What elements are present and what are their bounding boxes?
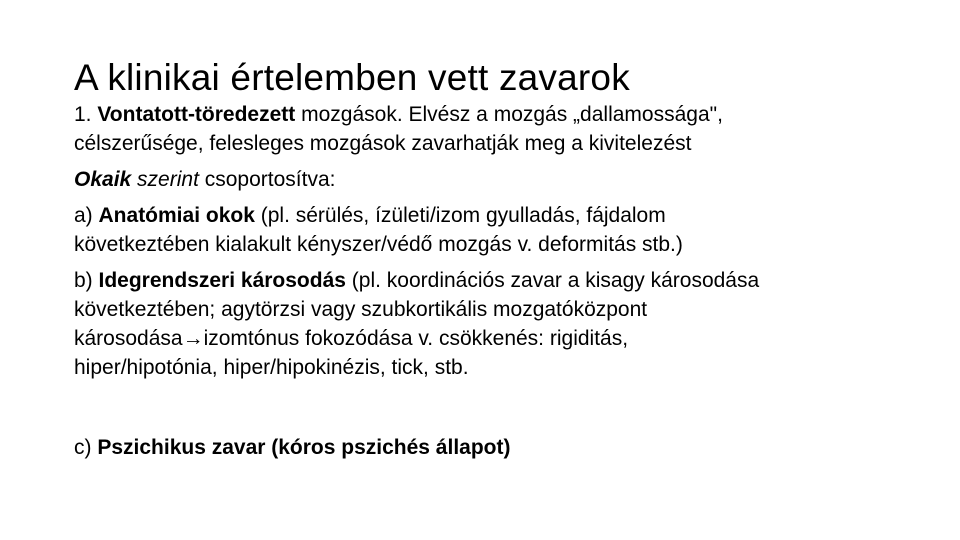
paragraph-vontatott (74, 100, 924, 158)
bold-term: Pszichikus zavar (kóros pszichés állapot) (97, 436, 511, 459)
item-number: 1. (74, 103, 98, 126)
paragraph-line (74, 100, 924, 129)
item-letter: c) (74, 436, 98, 459)
paragraph-line (74, 201, 924, 230)
slide-body (74, 100, 924, 469)
paragraph-line: következtében kialakult kényszer/védő mozgás v. deformitás stb.) (74, 233, 683, 256)
bold-term: Anatómiai okok (98, 204, 255, 227)
paragraph-pszichikus (74, 433, 924, 462)
paragraph-idegrendszeri (74, 266, 924, 382)
bold-italic-term: Okaik (74, 168, 132, 191)
italic-text: szerint (131, 168, 199, 191)
spacer (74, 389, 924, 433)
slide-title: A klinikai értelemben vett zavarok (74, 57, 630, 98)
paragraph-okaik (74, 165, 924, 194)
paragraph-line: következtében; agytörzsi vagy szubkortikális mozgatóközpont (74, 298, 648, 321)
paragraph-text: csoportosítva: (198, 168, 336, 191)
bold-term: Idegrendszeri károsodás (98, 269, 346, 292)
bold-term: Vontatott-töredezett (97, 103, 296, 126)
paragraph-line: hiper/hipotónia, hiper/hipokinézis, tick, stb. (74, 356, 469, 379)
paragraph-anatomiai (74, 201, 924, 259)
item-letter: b) (74, 269, 99, 292)
paragraph-line: károsodása→izomtónus fokozódása v. csökkenés: rigiditás, (74, 327, 629, 350)
paragraph-text: (pl. sérülés, ízületi/izom gyulladás, fájdalom (254, 204, 666, 227)
paragraph-text: (pl. koordinációs zavar a kisagy károsodása (345, 269, 760, 292)
item-letter: a) (74, 204, 99, 227)
paragraph-line (74, 266, 924, 295)
paragraph-line: célszerűsége, felesleges mozgások zavarhatják meg a kivitelezést (74, 132, 692, 155)
paragraph-text: mozgások. Elvész a mozgás „dallamossága", (295, 103, 723, 126)
